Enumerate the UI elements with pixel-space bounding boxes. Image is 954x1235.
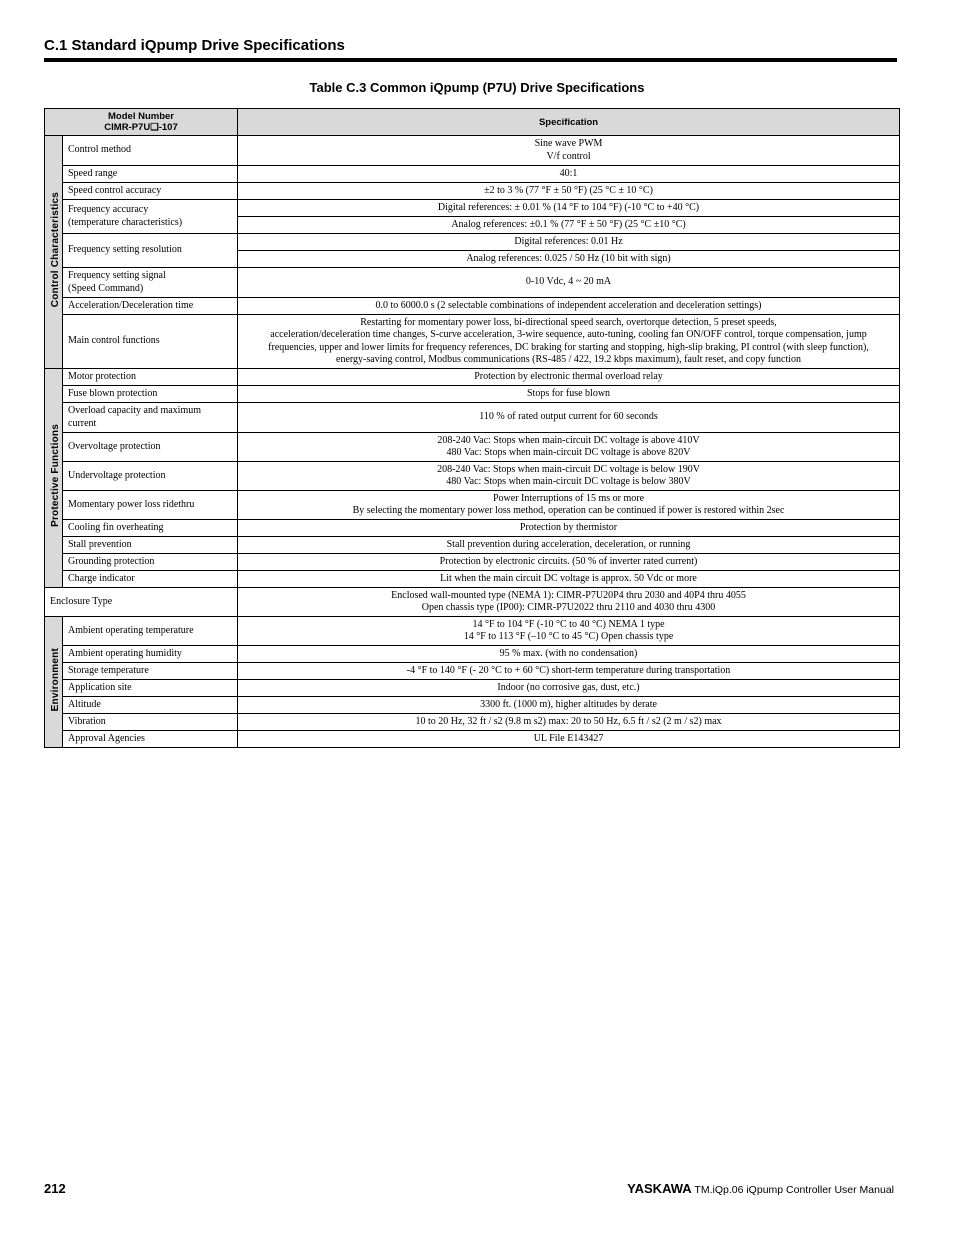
category-label: Control Characteristics bbox=[50, 192, 61, 308]
item-cell bbox=[63, 663, 238, 680]
cell-line: Undervoltage protection bbox=[68, 469, 166, 481]
item-cell bbox=[63, 462, 238, 491]
table-row bbox=[45, 680, 900, 697]
cell-line: 95 % max. (with no condensation) bbox=[499, 647, 638, 659]
cell-line: ±2 to 3 % (77 °F ± 50 °F) (25 °C ± 10 °C) bbox=[484, 184, 653, 196]
table-row bbox=[45, 386, 900, 403]
spec-cell bbox=[238, 697, 900, 714]
category-label: Environment bbox=[50, 648, 61, 712]
category-label: Protective Functions bbox=[50, 424, 61, 528]
table-row bbox=[45, 462, 900, 491]
manual-name: TM.iQp.06 iQpump Controller User Manual bbox=[694, 1184, 894, 1196]
cell-line: By selecting the momentary power loss method, operation can be continued if power is restored within 2sec bbox=[352, 505, 785, 516]
item-cell bbox=[63, 731, 238, 748]
cell-line: Stall prevention during acceleration, deceleration, or running bbox=[446, 538, 691, 550]
cell-line: 40:1 bbox=[559, 167, 578, 179]
cell-line: energy-saving control, Modbus communications (RS-485 / 422, 19.2 kbps maximum), fault reset, and copy function bbox=[336, 354, 802, 365]
cell-line: Power Interruptions of 15 ms or more bbox=[492, 492, 645, 504]
table-row bbox=[45, 369, 900, 386]
section-title: C.1 Standard iQpump Drive Specifications bbox=[44, 37, 345, 54]
item-cell bbox=[63, 571, 238, 588]
cell-line: Stops for fuse blown bbox=[526, 387, 611, 399]
table-row bbox=[45, 697, 900, 714]
table-row bbox=[45, 588, 900, 617]
cell-line: Momentary power loss ridethru bbox=[68, 498, 195, 510]
spec-cell bbox=[238, 588, 900, 617]
item-cell bbox=[63, 315, 238, 369]
cell-line: acceleration/deceleration time changes, S-curve acceleration, 3-wire sequence, auto-tuning, cooling fan ON/OFF control, torque compensation, jump bbox=[270, 329, 867, 340]
table-row bbox=[45, 433, 900, 462]
cell-line: Digital references: ± 0.01 % (14 °F to 104 °F) (-10 °C to +40 °C) bbox=[437, 201, 700, 213]
spec-cell bbox=[238, 433, 900, 462]
item-cell bbox=[63, 234, 238, 268]
spec-cell bbox=[238, 183, 900, 200]
spec-cell bbox=[238, 491, 900, 520]
item-cell bbox=[63, 298, 238, 315]
item-cell bbox=[63, 136, 238, 166]
model-number-header bbox=[45, 109, 238, 136]
table-row bbox=[45, 268, 900, 298]
spec-cell bbox=[238, 136, 900, 166]
spec-cell bbox=[238, 617, 900, 646]
cell-line: current bbox=[68, 417, 97, 429]
cell-line: Protection by electronic circuits. (50 % of inverter rated current) bbox=[439, 555, 698, 567]
item-cell bbox=[63, 268, 238, 298]
cell-line: 14 °F to 104 °F (-10 °C to 40 °C) NEMA 1 type bbox=[472, 618, 665, 630]
cell-line: 14 °F to 113 °F (–10 °C to 45 °C) Open chassis type bbox=[463, 631, 674, 642]
item-cell bbox=[63, 697, 238, 714]
table-row bbox=[45, 298, 900, 315]
cell-line: Protection by electronic thermal overload relay bbox=[474, 370, 663, 382]
cell-line: Altitude bbox=[68, 698, 101, 710]
table-row bbox=[45, 166, 900, 183]
spec-cell bbox=[238, 646, 900, 663]
cell-line: Cooling fin overheating bbox=[68, 521, 164, 533]
section-rule bbox=[44, 58, 897, 62]
table-row bbox=[45, 554, 900, 571]
spec-cell bbox=[238, 200, 900, 217]
table-row bbox=[45, 663, 900, 680]
cell-line: 208-240 Vac: Stops when main-circuit DC voltage is above 410V bbox=[437, 434, 700, 446]
cell-line: 3300 ft. (1000 m), higher altitudes by derate bbox=[480, 698, 657, 710]
item-cell bbox=[45, 588, 238, 617]
spec-cell bbox=[238, 520, 900, 537]
cell-line: 480 Vac: Stops when main-circuit DC voltage is above 820V bbox=[446, 447, 691, 458]
cell-line: 208-240 Vac: Stops when main-circuit DC voltage is below 190V bbox=[437, 463, 700, 475]
spec-cell bbox=[238, 386, 900, 403]
item-cell bbox=[63, 617, 238, 646]
cell-line: Application site bbox=[68, 681, 132, 693]
table-row bbox=[45, 537, 900, 554]
table-row bbox=[45, 183, 900, 200]
cell-line: Frequency accuracy bbox=[68, 204, 149, 215]
cell-line: Control method bbox=[68, 144, 132, 156]
cell-line: UL File E143427 bbox=[533, 732, 604, 744]
model-number-code: CIMR-P7U❏-107 bbox=[104, 122, 178, 133]
table-row bbox=[45, 234, 900, 251]
table-row bbox=[45, 315, 900, 369]
cell-line: Enclosed wall-mounted type (NEMA 1): CIMR-P7U20P4 thru 2030 and 40P4 thru 4055 bbox=[391, 589, 746, 601]
cell-line: Acceleration/Deceleration time bbox=[68, 299, 194, 311]
cell-line: Frequency setting signal bbox=[68, 270, 166, 281]
cell-line: Indoor (no corrosive gas, dust, etc.) bbox=[497, 681, 640, 693]
specification-header: Specification bbox=[238, 109, 900, 136]
spec-cell bbox=[238, 234, 900, 251]
spec-cell bbox=[238, 462, 900, 491]
spec-cell bbox=[238, 251, 900, 268]
cell-line: Sine wave PWM bbox=[534, 138, 603, 149]
table-row bbox=[45, 617, 900, 646]
item-cell bbox=[63, 403, 238, 433]
cell-line: Digital references: 0.01 Hz bbox=[514, 235, 623, 247]
table-row bbox=[45, 200, 900, 217]
item-cell bbox=[63, 491, 238, 520]
cell-line: 0.0 to 6000.0 s (2 selectable combinations of independent acceleration and deceleration settings) bbox=[375, 299, 762, 311]
cell-line: Overvoltage protection bbox=[68, 440, 161, 452]
spec-cell bbox=[238, 731, 900, 748]
cell-line: Storage temperature bbox=[68, 664, 149, 676]
table-row bbox=[45, 714, 900, 731]
cell-line: Protection by thermistor bbox=[519, 521, 618, 533]
table-title: Table C.3 Common iQpump (P7U) Drive Specifications bbox=[309, 80, 645, 95]
cell-line: V/f control bbox=[546, 150, 591, 162]
spec-cell bbox=[238, 571, 900, 588]
cell-line: Analog references: 0.025 / 50 Hz (10 bit with sign) bbox=[466, 252, 671, 264]
item-cell bbox=[63, 520, 238, 537]
item-cell bbox=[63, 183, 238, 200]
footer-manual-title bbox=[627, 1181, 894, 1196]
cell-line: Main control functions bbox=[68, 335, 160, 347]
cell-line: Charge indicator bbox=[68, 572, 135, 584]
cell-line: Grounding protection bbox=[68, 555, 155, 567]
cell-line: Enclosure Type bbox=[50, 595, 113, 607]
brand-name: YASKAWA bbox=[627, 1181, 692, 1196]
cell-line: (temperature characteristics) bbox=[68, 216, 183, 228]
spec-cell bbox=[238, 166, 900, 183]
spec-table bbox=[44, 108, 900, 748]
spec-cell bbox=[238, 714, 900, 731]
cell-line: 0-10 Vdc, 4 ~ 20 mA bbox=[525, 276, 612, 288]
item-cell bbox=[63, 714, 238, 731]
item-cell bbox=[63, 646, 238, 663]
spec-cell bbox=[238, 298, 900, 315]
model-number-label: Model Number bbox=[108, 111, 174, 122]
cell-line: 110 % of rated output current for 60 seconds bbox=[479, 411, 658, 423]
spec-cell bbox=[238, 369, 900, 386]
category-environment bbox=[45, 617, 63, 748]
spec-cell bbox=[238, 268, 900, 298]
cell-line: Speed range bbox=[68, 167, 118, 179]
table-row bbox=[45, 491, 900, 520]
cell-line: -4 °F to 140 °F (- 20 °C to + 60 °C) short-term temperature during transportation bbox=[406, 664, 731, 676]
table-row bbox=[45, 731, 900, 748]
spec-cell bbox=[238, 537, 900, 554]
spec-cell bbox=[238, 217, 900, 234]
cell-line: Open chassis type (IP00): CIMR-P7U2022 thru 2110 and 4030 thru 4300 bbox=[421, 602, 716, 613]
table-header-row bbox=[45, 109, 900, 136]
cell-line: 10 to 20 Hz, 32 ft / s2 (9.8 m s2) max: 20 to 50 Hz, 6.5 ft / s2 (2 m / s2) max bbox=[415, 715, 722, 727]
item-cell bbox=[63, 386, 238, 403]
cell-line: Motor protection bbox=[68, 370, 137, 382]
item-cell bbox=[63, 537, 238, 554]
cell-line: Overload capacity and maximum bbox=[68, 405, 202, 416]
cell-line: Ambient operating temperature bbox=[68, 624, 194, 636]
cell-line: frequencies, upper and lower limits for frequency references, DC braking for starting and stopping, high-slip braking, PI control (with sleep function), bbox=[268, 341, 869, 353]
cell-line: Frequency setting resolution bbox=[68, 244, 182, 256]
category-control-characteristics bbox=[45, 136, 63, 369]
item-cell bbox=[63, 433, 238, 462]
cell-line: Restarting for momentary power loss, bi-directional speed search, overtorque detection, 5 preset speeds, bbox=[360, 316, 777, 328]
item-cell bbox=[63, 680, 238, 697]
spec-cell bbox=[238, 403, 900, 433]
table-row bbox=[45, 520, 900, 537]
cell-line: 480 Vac: Stops when main-circuit DC voltage is below 380V bbox=[446, 476, 691, 487]
cell-line: Lit when the main circuit DC voltage is approx. 50 Vdc or more bbox=[440, 572, 697, 584]
item-cell bbox=[63, 166, 238, 183]
item-cell bbox=[63, 200, 238, 234]
cell-line: Stall prevention bbox=[68, 538, 132, 550]
spec-cell bbox=[238, 315, 900, 369]
category-protective-functions bbox=[45, 369, 63, 588]
table-row bbox=[45, 136, 900, 166]
table-row bbox=[45, 571, 900, 588]
item-cell bbox=[63, 369, 238, 386]
cell-line: Ambient operating humidity bbox=[68, 647, 182, 659]
cell-line: Speed control accuracy bbox=[68, 184, 162, 196]
item-cell bbox=[63, 554, 238, 571]
spec-cell bbox=[238, 554, 900, 571]
table-row bbox=[45, 403, 900, 433]
spec-cell bbox=[238, 680, 900, 697]
cell-line: Analog references: ±0.1 % (77 °F ± 50 °F) (25 °C ±10 °C) bbox=[451, 218, 686, 230]
table-row bbox=[45, 646, 900, 663]
page-number: 212 bbox=[44, 1181, 66, 1196]
cell-line: Vibration bbox=[68, 715, 106, 727]
cell-line: Approval Agencies bbox=[68, 732, 145, 744]
cell-line: Fuse blown protection bbox=[68, 387, 158, 399]
spec-cell bbox=[238, 663, 900, 680]
cell-line: (Speed Command) bbox=[68, 282, 144, 294]
